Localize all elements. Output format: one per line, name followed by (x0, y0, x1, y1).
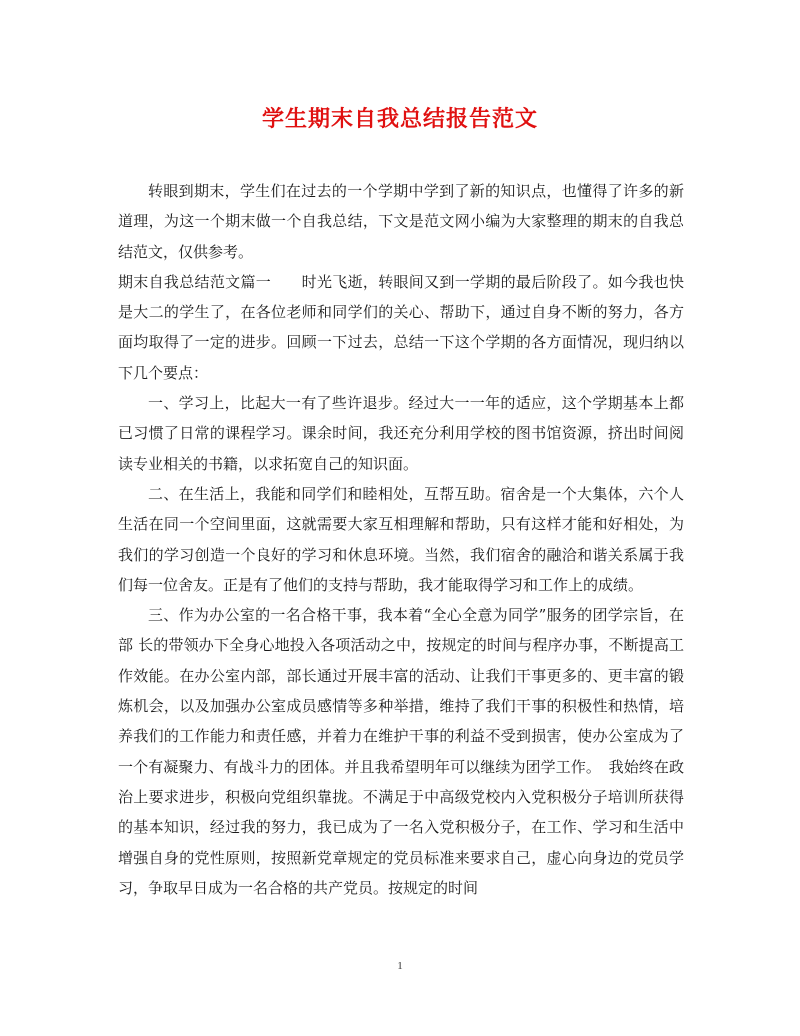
section-one-paragraph: 期末自我总结范文篇一 时光飞逝，转眼间又到一学期的最后阶段了。如今我也快是大二的学生了，在各位老师和同学们的关心、帮助下，通过自身不断的努力，各方面均取得了一定的进步。回顾一下过去，总结一下这个学期的各方面情况，现归纳以下几个要点： (118, 272, 684, 382)
document-body (118, 176, 684, 903)
work-paragraph: 三、作为办公室的一名合格干事，我本着“全心全意为同学”服务的团学宗旨，在部 长的带领办下全身心地投入各项活动之中，按规定的时间与程序办事，不断提高工作效能。在办公室内部，部长通过开展丰富的活动、让我们干事更多的、更丰富的锻炼机会，以及加强办公室成员感情等多种举措，维持了我们干事的积极性和热情，培养我们的工作能力和责任感，并着力在维护干事的利益不受到损害，使办公室成为了一个有凝聚力、有战斗力的团体。并且我希望明年可以继续为团学工作。 我始终在政治上要求进步，积极向党组织靠拢。不满足于中高级党校内入党积极分子培训所获得的基本知识，经过我的努力，我已成为了一名入党积极分子，在工作、学习和生活中增强自身的党性原则，按照新党章规定的党员标准来要求自己，虚心向身边的党员学习，争取早日成为一名合格的共产党员。按规定的时间 (118, 606, 684, 897)
document-title: 学生期末自我总结报告范文 (261, 106, 538, 132)
page-number: 1 (397, 960, 403, 972)
life-paragraph: 二、在生活上，我能和同学们和睦相处，互帮互助。宿舍是一个大集体，六个人生活在同一个空间里面，这就需要大家互相理解和帮助，只有这样才能和好相处，为我们的学习创造一个良好的学习和休息环境。当然，我们宿舍的融洽和谐关系属于我们每一位舍友。正是有了他们的支持与帮助，我才能取得学习和工作上的成绩。 (118, 484, 684, 594)
intro-paragraph: 转眼到期末，学生们在过去的一个学期中学到了新的知识点，也懂得了许多的新道理，为这一个期末做一个自我总结，下文是范文网小编为大家整理的期末的自我总结范文，仅供参考。 (118, 182, 684, 261)
study-paragraph: 一、学习上，比起大一有了些许退步。经过大一一年的适应，这个学期基本上都已习惯了日常的课程学习。课余时间，我还充分利用学校的图书馆资源，挤出时间阅读专业相关的书籍，以求拓宽自己的知识面。 (118, 394, 684, 473)
